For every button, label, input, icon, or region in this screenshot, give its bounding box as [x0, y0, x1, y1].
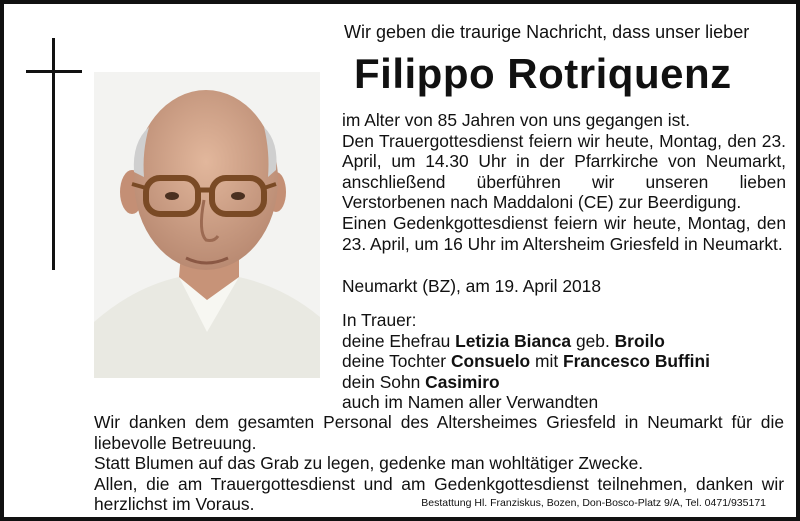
intro-line: Wir geben die traurige Nachricht, dass unser lieber [344, 22, 750, 42]
mourner-relatives: auch im Namen aller Verwandten [342, 392, 599, 413]
notice-body [342, 110, 786, 254]
mourners-list [342, 310, 710, 413]
funeral-home-credit: Bestattung Hl. Franziskus, Bozen, Don-Bosco-Platz 9/A, Tel. 0471/935171 [421, 497, 766, 509]
deceased-name: Filippo Rotriquenz [354, 50, 732, 97]
thanks-donation: Statt Blumen auf das Grab zu legen, gedenke man wohltätiger Zwecke. [94, 453, 644, 474]
mourner-wife: deine Ehefrau Letizia Bianca geb. Broilo [342, 330, 665, 351]
mourner-daughter: deine Tochter Consuelo mit Francesco Buffini [342, 351, 710, 372]
memorial-paragraph: Einen Gedenkgottesdienst feiern wir heute, Montag, den 23. April, um 16 Uhr im Altersheim Griesfeld in Neumarkt. [342, 212, 786, 254]
place-date: Neumarkt (BZ), am 19. April 2018 [342, 276, 602, 296]
cross-icon-bar [26, 70, 82, 73]
mourners-heading: In Trauer: [342, 310, 417, 330]
portrait-illustration [94, 72, 320, 378]
thanks-staff: Wir danken dem gesamten Personal des Altersheimes Griesfeld in Neumarkt für die liebevolle Betreuung. [94, 412, 784, 453]
thanks-attendees: Allen, die am Trauergottesdienst und am Gedenkgottesdienst teilnehmen, danken wir herzlichst im Voraus. [94, 473, 784, 515]
portrait-photo [94, 72, 320, 378]
service-paragraph: Den Trauergottesdienst feiern wir heute, Montag, den 23. April, um 14.30 Uhr in der Pfarrkirche von Neumarkt, anschließend überführen wir unseren lieben Verstorbenen nach Maddaloni (CE) zur Beerdigung. [342, 130, 786, 213]
age-line: im Alter von 85 Jahren von uns gegangen ist. [342, 110, 691, 130]
mourner-son: dein Sohn Casimiro [342, 371, 500, 392]
